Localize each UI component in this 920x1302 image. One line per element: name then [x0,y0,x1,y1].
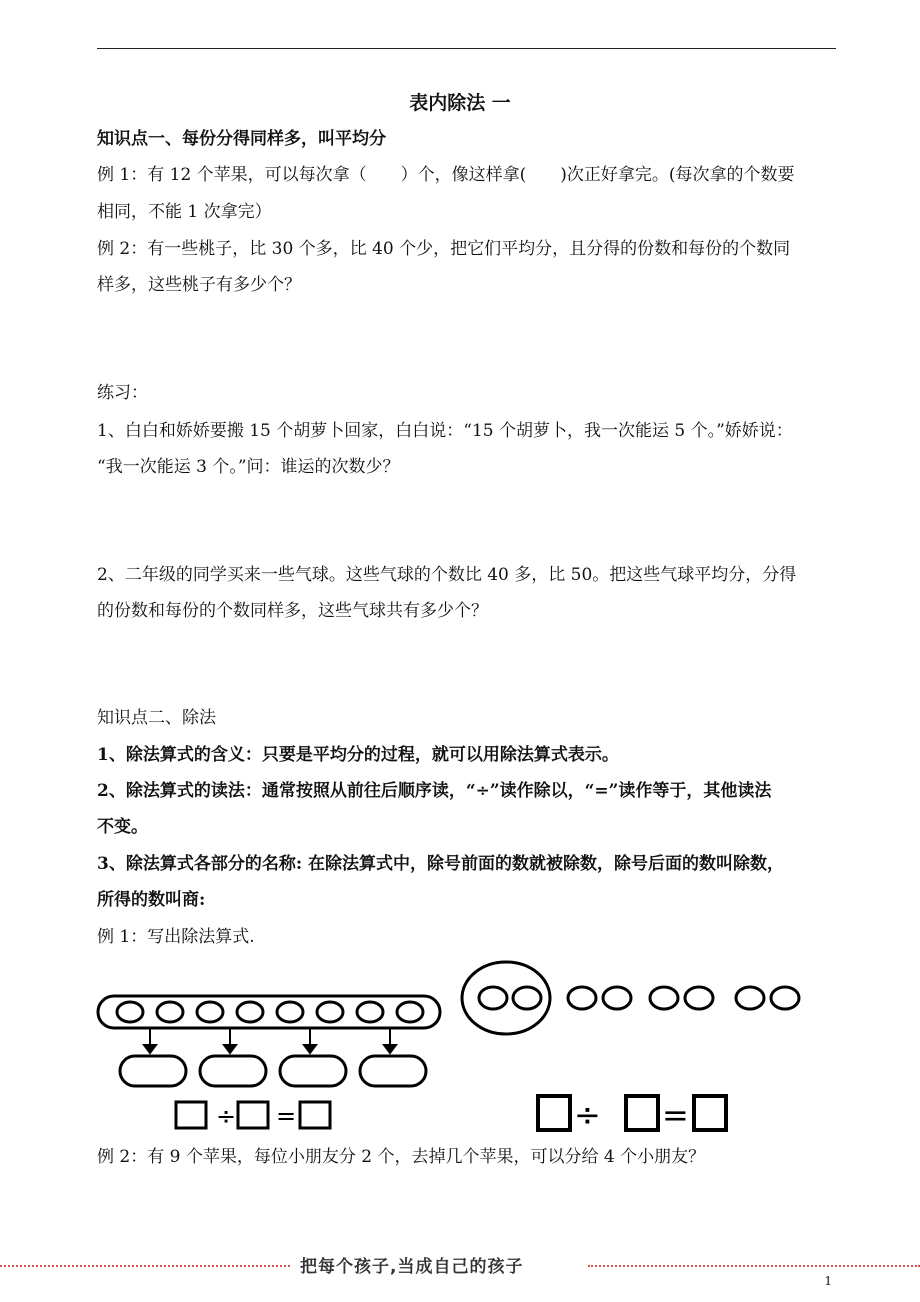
answer-box [300,1102,330,1128]
section2-point3-line2: 所得的数叫商: [97,890,206,910]
section2-heading: 知识点二、除法 [97,708,216,728]
section2-point1: 1、除法算式的含义：只要是平均分的过程，就可以用除法算式表示。 [97,745,619,765]
footer-rule-left [0,1265,290,1267]
group-oval [280,1056,346,1086]
footer-slogan: 把每个孩子,当成自己的孩子 [300,1257,524,1277]
section2-point2-line2: 不变。 [97,817,148,837]
section2-example2: 例 2：有 9 个苹果，每位小朋友分 2 个，去掉几个苹果，可以分给 4 个小朋友？ [97,1147,706,1167]
group-oval [200,1056,266,1086]
equals-sign: = [276,1102,297,1130]
circle [357,1002,383,1022]
circle [479,987,507,1009]
page-number: 1 [824,1274,832,1288]
tray-outline [98,996,440,1028]
circle [771,987,799,1009]
answer-box [538,1096,570,1130]
section2-point3-line1: 3、除法算式各部分的名称: 在除法算式中，除号前面的数就被除数，除号后面的数叫除数， [97,854,785,874]
circles-row [117,1002,423,1022]
grouping-diagram-left [96,990,446,1140]
equation-right [538,1096,726,1134]
divide-sign: ÷ [216,1102,237,1130]
footer-rule-right [588,1265,920,1267]
answer-box [694,1096,726,1130]
example1-line1: 例 1：有 12 个苹果，可以每次拿（ ）个，像这样拿( )次正好拿完。(每次拿的个数要 [97,165,795,185]
circle [736,987,764,1009]
circle [603,987,631,1009]
practice-q2-line1: 2、二年级的同学买来一些气球。这些气球的个数比 40 多，比 50。把这些气球平均分，分得 [97,565,797,585]
grouping-diagram-right [456,958,826,1158]
circle [650,987,678,1009]
section1-heading: 知识点一、每份分得同样多，叫平均分 [97,129,386,149]
circle [513,987,541,1009]
divide-sign: ÷ [574,1096,601,1134]
group-oval [360,1056,426,1086]
arrows [144,1028,396,1053]
circle [117,1002,143,1022]
answer-box [626,1096,658,1130]
header-rule [97,48,836,49]
circle [197,1002,223,1022]
practice-heading: 练习： [97,383,148,403]
section2-example1: 例 1：写出除法算式. [97,927,255,947]
answer-box [176,1102,206,1128]
group-oval [120,1056,186,1086]
section2-point2-line1: 2、除法算式的读法：通常按照从前往后顺序读，“÷”读作除以，“=”读作等于，其他读法 [97,781,772,801]
answer-box [238,1102,268,1128]
circle [157,1002,183,1022]
circle [277,1002,303,1022]
example2-line1: 例 2：有一些桃子，比 30 个多，比 40 个少，把它们平均分，且分得的份数和每份的个数同 [97,239,791,259]
page-title: 表内除法 一 [409,92,511,114]
equals-sign: = [662,1096,689,1134]
example1-line2: 相同，不能 1 次拿完） [97,202,272,222]
circle [397,1002,423,1022]
practice-q1-line2: “我一次能运 3 个。”问：谁运的次数少？ [97,457,400,477]
practice-q2-line2: 的份数和每份的个数同样多，这些气球共有多少个？ [97,601,488,621]
equation-left [176,1102,330,1130]
practice-q1-line1: 1、白白和娇娇要搬 15 个胡萝卜回家，白白说：“15 个胡萝卜，我一次能运 5 个。”娇娇说： [97,421,793,441]
circles [479,987,799,1009]
circle [568,987,596,1009]
group-ovals [120,1056,426,1086]
circle [317,1002,343,1022]
circle [685,987,713,1009]
circle [237,1002,263,1022]
example2-line2: 样多，这些桃子有多少个？ [97,275,301,295]
